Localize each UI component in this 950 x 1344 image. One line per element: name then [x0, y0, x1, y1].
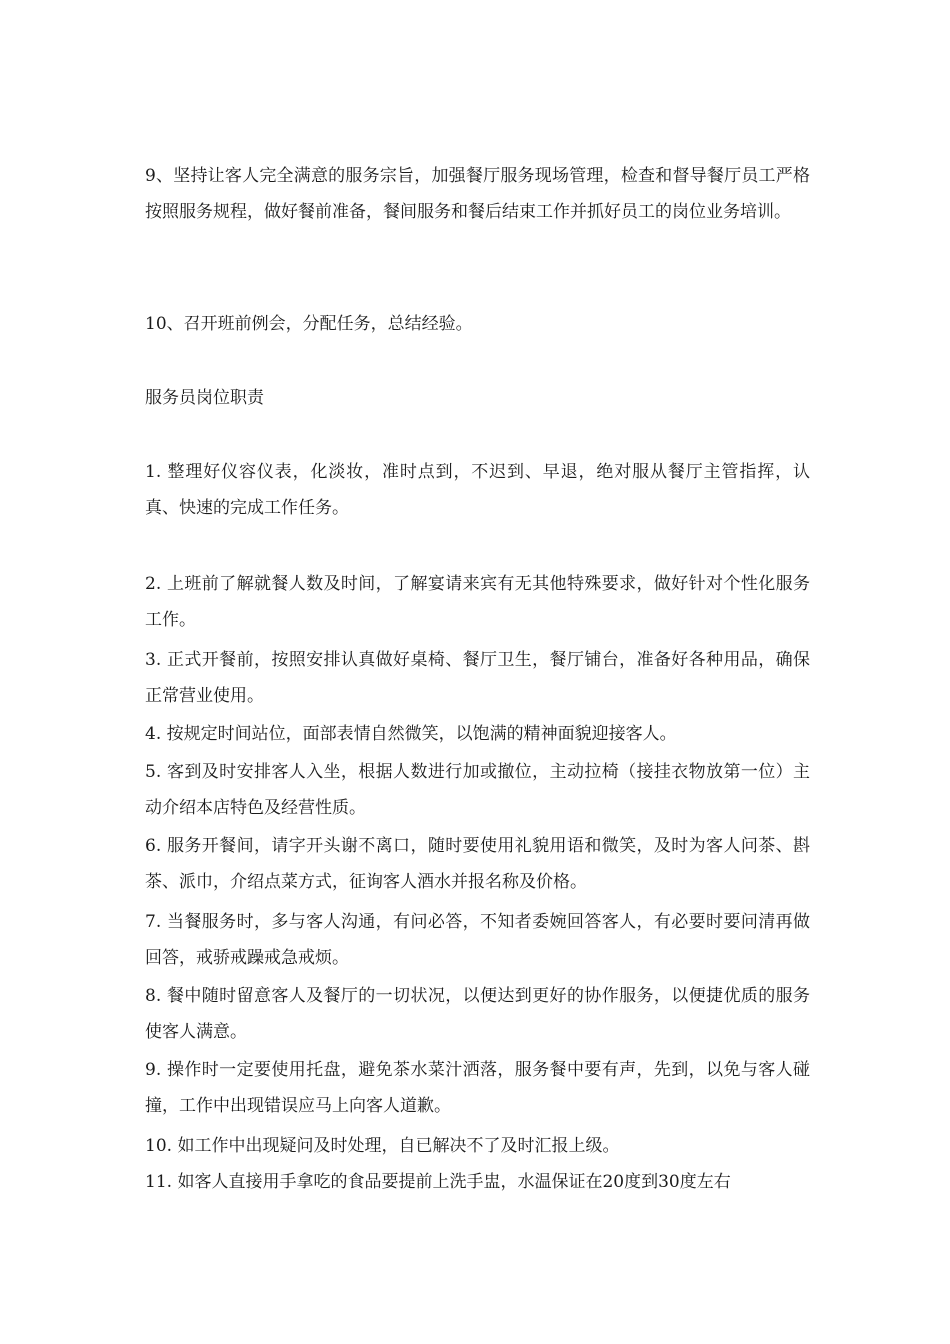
paragraph-waiter-duty-11: 11. 如客人直接用手拿吃的食品要提前上洗手盅，水温保证在20度到30度左右 — [145, 1172, 731, 1192]
paragraph-waiter-duty-10: 10. 如工作中出现疑问及时处理，自已解决不了及时汇报上级。 — [145, 1136, 620, 1156]
paragraph-waiter-duty-6: 6. 服务开餐间，请字开头谢不离口，随时要使用礼貌用语和微笑，及时为客人问茶、斟茶、派巾，介绍点菜方式，征询客人酒水并报名称及价格。 — [145, 836, 810, 892]
paragraph-manager-duty-9: 9、坚持让客人完全满意的服务宗旨，加强餐厅服务现场管理，检查和督导餐厅员工严格按照服务规程，做好餐前准备，餐间服务和餐后结束工作并抓好员工的岗位业务培训。 — [145, 166, 810, 222]
paragraph-waiter-duty-9: 9. 操作时一定要使用托盘，避免茶水菜汁洒落，服务餐中要有声，先到，以免与客人碰撞，工作中出现错误应马上向客人道歉。 — [145, 1060, 810, 1116]
paragraph-waiter-duty-3: 3. 正式开餐前，按照安排认真做好桌椅、餐厅卫生，餐厅铺台，准备好各种用品，确保正常营业使用。 — [145, 650, 810, 706]
paragraph-waiter-duty-7: 7. 当餐服务时，多与客人沟通，有问必答，不知者委婉回答客人，有必要时要问清再做回答，戒骄戒躁戒急戒烦。 — [145, 912, 810, 968]
paragraph-manager-duty-10: 10、召开班前例会，分配任务，总结经验。 — [145, 314, 473, 334]
paragraph-waiter-duty-1: 1. 整理好仪容仪表，化淡妆，准时点到，不迟到、早退，绝对服从餐厅主管指挥，认真、快速的完成工作任务。 — [145, 462, 810, 518]
paragraph-waiter-duty-2: 2. 上班前了解就餐人数及时间，了解宴请来宾有无其他特殊要求，做好针对个性化服务工作。 — [145, 574, 810, 630]
paragraph-waiter-duty-5: 5. 客到及时安排客人入坐，根据人数进行加或撤位，主动拉椅（接挂衣物放第一位）主动介绍本店特色及经营性质。 — [145, 762, 810, 818]
paragraph-waiter-duty-8: 8. 餐中随时留意客人及餐厅的一切状况，以便达到更好的协作服务，以便捷优质的服务使客人满意。 — [145, 986, 810, 1042]
section-heading-waiter-duties: 服务员岗位职责 — [145, 388, 264, 408]
paragraph-waiter-duty-4: 4. 按规定时间站位，面部表情自然微笑，以饱满的精神面貌迎接客人。 — [145, 724, 677, 744]
